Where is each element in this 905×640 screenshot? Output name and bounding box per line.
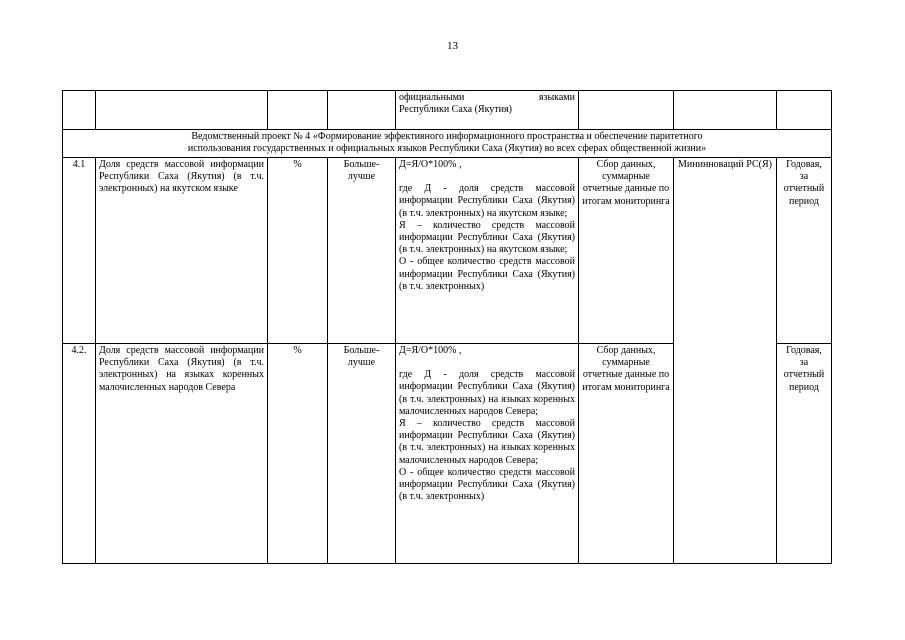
cell-source bbox=[579, 91, 674, 130]
cell-period bbox=[777, 91, 832, 130]
indicator-name: Доля средств массовой информации Республики Саха (Якутия) (в т.ч. электронных) на языках коренных малочисленных народов Севера bbox=[96, 344, 268, 564]
indicator-name: Доля средств массовой информации Республики Саха (Якутия) (в т.ч. электронных) на якутском языке bbox=[96, 158, 268, 344]
row-number: 4.1 bbox=[63, 158, 96, 344]
direction: Больше- лучше bbox=[328, 158, 396, 344]
calculation-method bbox=[396, 344, 579, 564]
calculation-method bbox=[396, 158, 579, 344]
cell-direction bbox=[328, 91, 396, 130]
section-row bbox=[63, 130, 832, 158]
section-title-line-2: использования государственных и официальных языков Республики Саха (Якутия) во всех сферах общественной жизни» bbox=[187, 143, 707, 155]
indicators-table bbox=[62, 90, 832, 564]
cell-name bbox=[96, 91, 268, 130]
data-source: Сбор данных, суммарные отчетные данные по итогам мониторинга bbox=[579, 158, 674, 344]
cell-unit bbox=[268, 91, 328, 130]
definition-d: где Д - доля средств массовой информации Республики Саха (Якутия) (в т.ч. электронных) на якутском языке; bbox=[399, 183, 575, 219]
cell-formula-continued bbox=[396, 91, 579, 130]
unit: % bbox=[268, 158, 328, 344]
section-title bbox=[63, 130, 832, 158]
page-number: 13 bbox=[447, 40, 458, 52]
row-number: 4.2. bbox=[63, 344, 96, 564]
periodicity: Годовая, за отчетный период bbox=[777, 158, 832, 344]
data-source: Сбор данных, суммарные отчетные данные по итогам мониторинга bbox=[579, 344, 674, 564]
cell-responsible bbox=[674, 91, 777, 130]
formula: Д=Я/О*100% , bbox=[399, 159, 462, 170]
direction: Больше- лучше bbox=[328, 344, 396, 564]
definition-o: О - общее количество средств массовой информации Республики Саха (Якутия) (в т.ч. электронных) bbox=[399, 256, 575, 292]
formula-cont-line-1: официальными языками bbox=[399, 92, 575, 103]
definition-ya: Я – количество средств массовой информации Республики Саха (Якутия) (в т.ч. электронных) на языках коренных малочисленных народов Севера; bbox=[399, 418, 575, 466]
definition-d: где Д - доля средств массовой информации Республики Саха (Якутия) (в т.ч. электронных) на языках коренных малочисленных народов Севера; bbox=[399, 369, 575, 417]
formula: Д=Я/О*100% , bbox=[399, 345, 462, 356]
definition-ya: Я – количество средств массовой информации Республики Саха (Якутия) (в т.ч. электронных) на якутском языке; bbox=[399, 219, 575, 256]
table-row bbox=[63, 158, 832, 344]
periodicity: Годовая, за отчетный период bbox=[777, 344, 832, 564]
responsible: Мининноваций РС(Я) bbox=[674, 158, 777, 564]
formula-cont-line-2: Республики Саха (Якутия) bbox=[399, 104, 512, 116]
continued-row bbox=[63, 91, 832, 130]
unit: % bbox=[268, 344, 328, 564]
definition-o: О - общее количество средств массовой информации Республики Саха (Якутия) (в т.ч. электронных) bbox=[399, 466, 575, 503]
cell-num bbox=[63, 91, 96, 130]
section-title-line-1: Ведомственный проект № 4 «Формирование эффективного информационного пространства и обеспечение паритетного bbox=[191, 131, 703, 142]
